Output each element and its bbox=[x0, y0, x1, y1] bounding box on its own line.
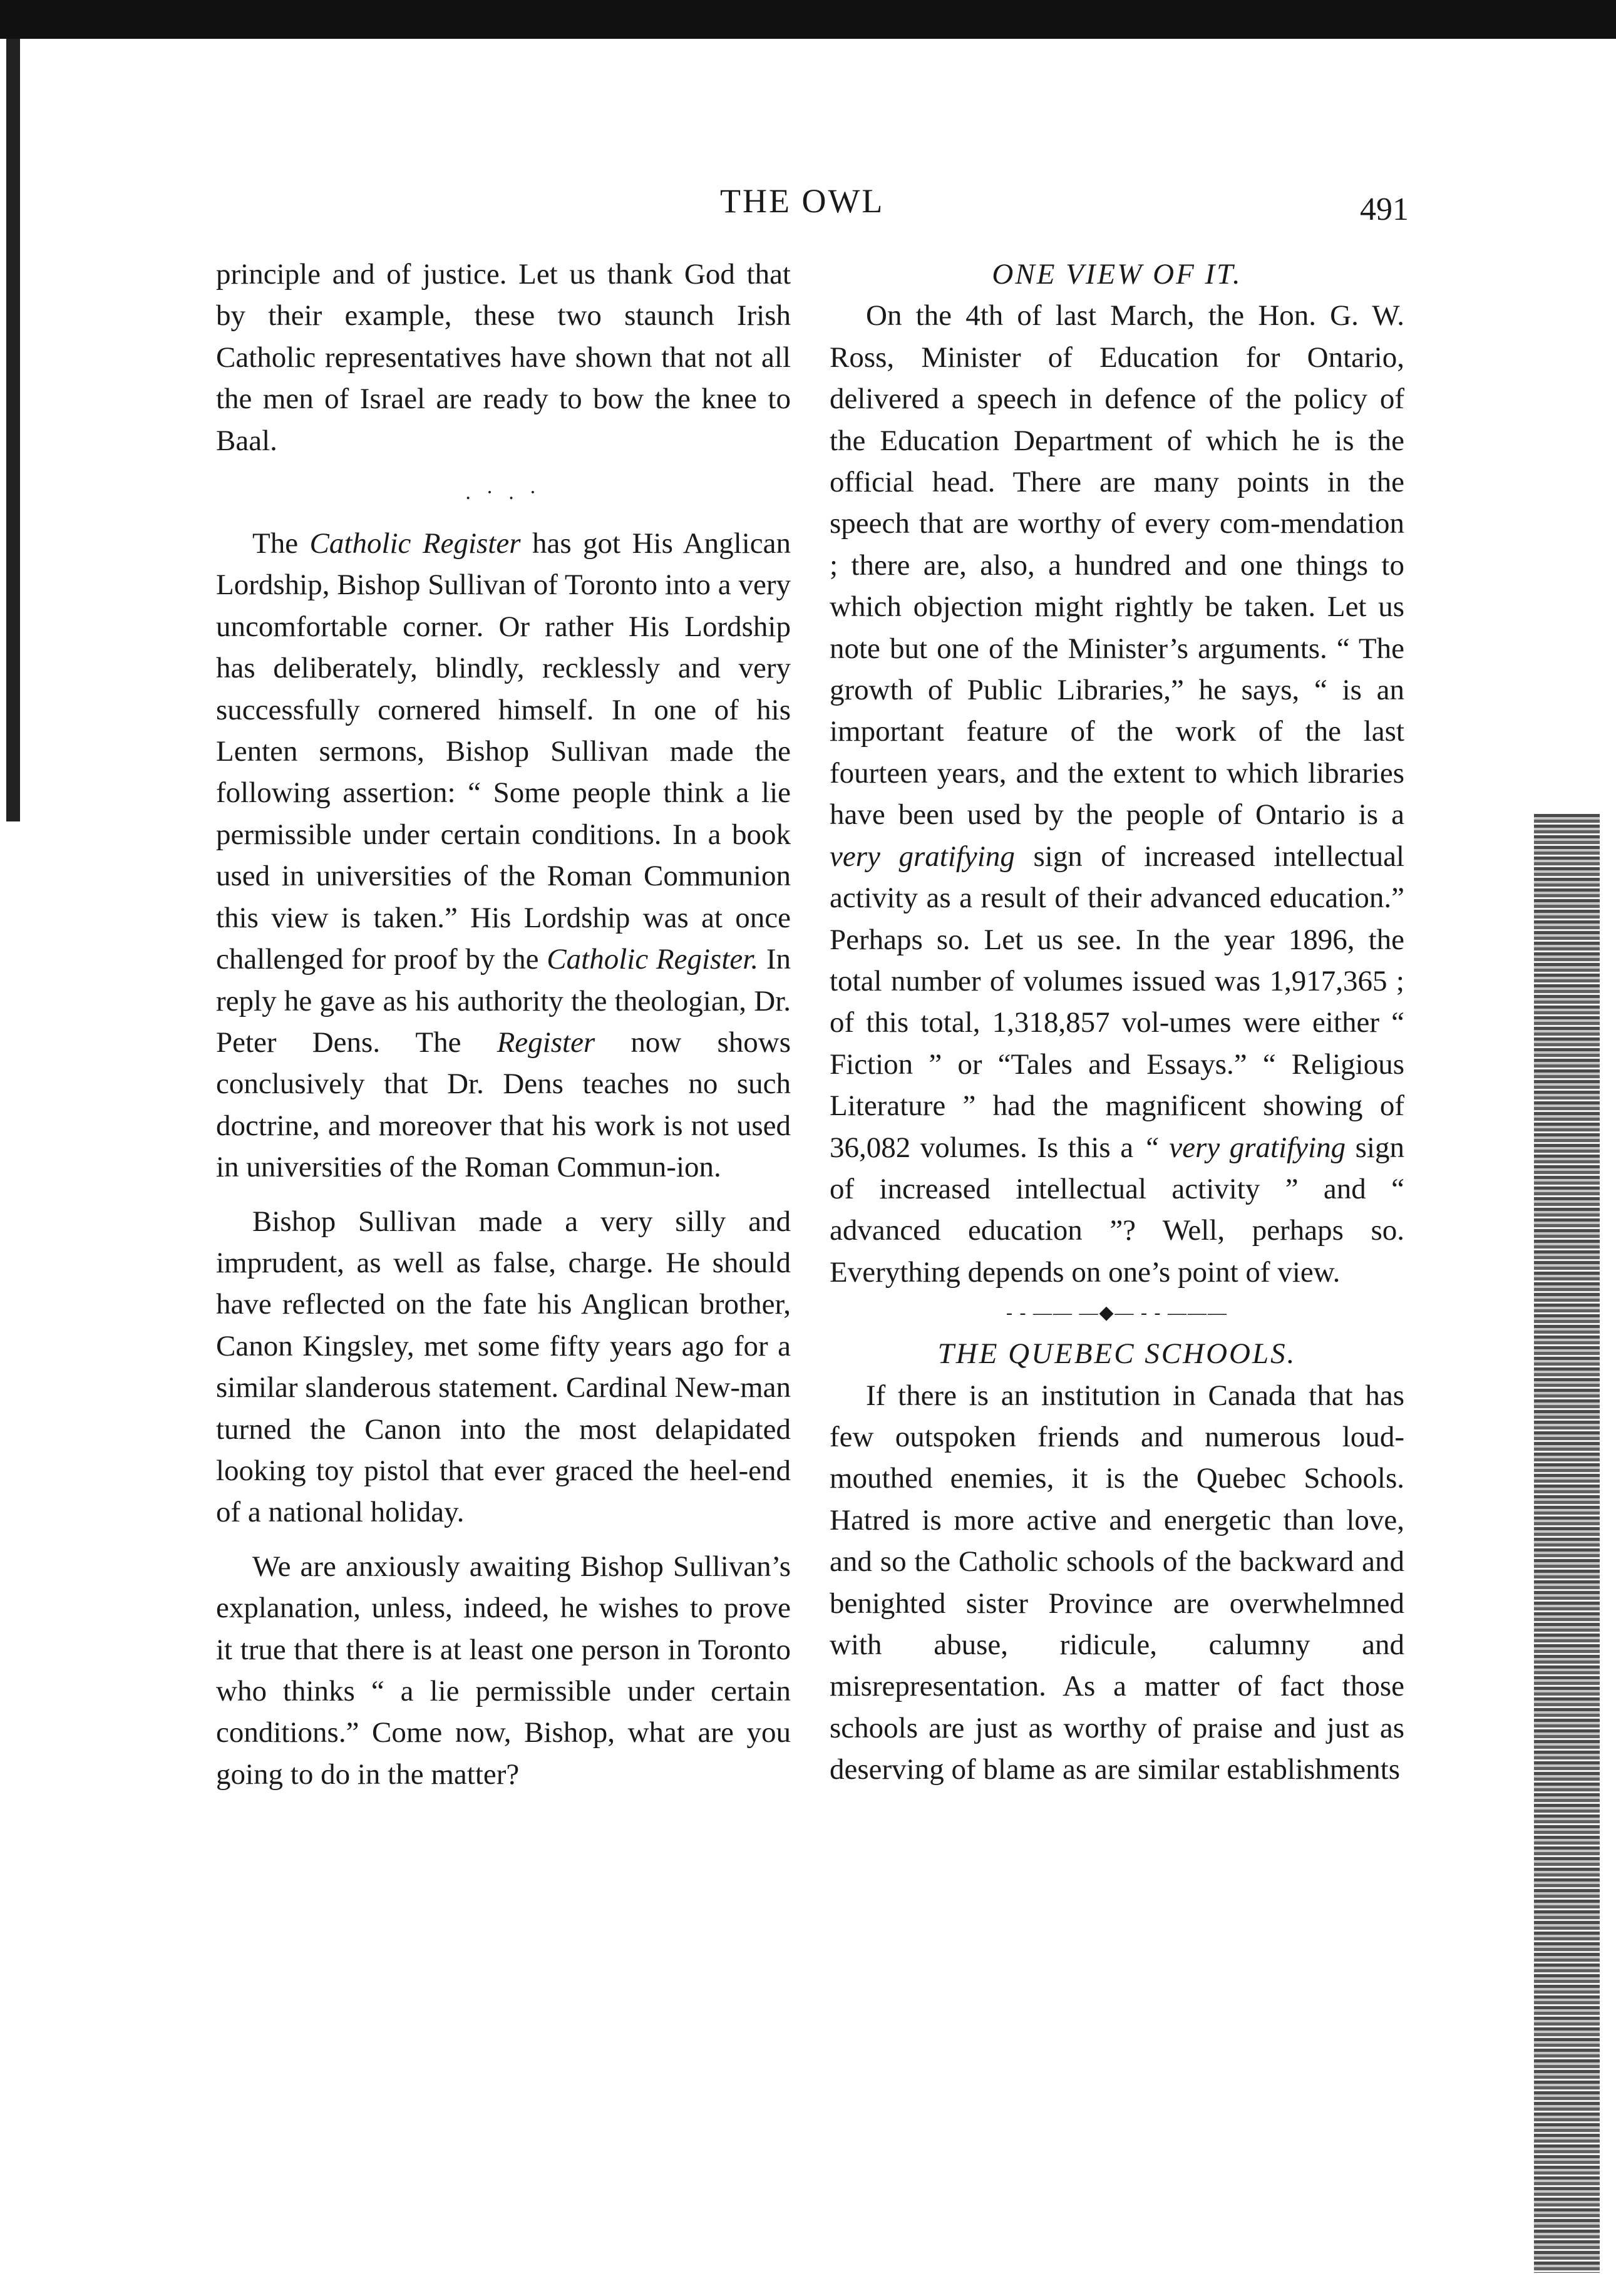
italic-title: Catholic Register bbox=[309, 527, 521, 560]
section-heading-quebec-schools: THE QUEBEC SCHOOLS. bbox=[937, 1337, 1297, 1371]
right-column bbox=[830, 254, 1404, 1791]
paragraph-bishop-sullivan: Bishop Sullivan made a very silly and imprudent, as well as false, charge. He should have reflected on the fate his Anglican brother, Canon Kingsley, met some fifty years ago for a similar slanderous statement. Cardinal New-man turned the Canon into the most delapidated looking toy pistol that ever graced the heel-end of a national holiday. bbox=[216, 1205, 791, 1529]
italic-title: Register bbox=[497, 1026, 595, 1059]
italic-phrase: very gratifying bbox=[830, 840, 1015, 873]
italic-phrase: “ very gratifying bbox=[1143, 1131, 1346, 1164]
paragraph-catholic-register: The Catholic Register has got His Anglican Lordship, Bishop Sullivan of Toronto into a very uncomfortable corner. Or rather His Lordship has deliberately, blindly, recklessly and very successfully cornered himself. In one of his Lenten sermons, Bishop Sullivan made the following assertion: “ Some people think a lie permissible under certain conditions. In a book used in universities of the Roman Communion this view is taken.” His Lordship was at once challenged for proof by the Catholic Register. In reply he gave as his authority the theologian, Dr. Peter Dens. The Register now shows conclusively that Dr. Dens teaches no such doctrine, and moreover that his work is not used in universities of the Roman Commun-ion. bbox=[216, 527, 791, 1184]
paragraph-awaiting: We are anxiously awaiting Bishop Sullivan’s explanation, unless, indeed, he wishes to prove it true that there is at least one person in Toronto who thinks “ a lie permissible under certain conditions.” Come now, Bishop, what are you going to do in the matter? bbox=[216, 1550, 791, 1791]
paragraph-continued: principle and of justice. Let us thank God that by their example, these two staunch Irish Catholic representatives have shown that not all the men of Israel are ready to bow the knee to Baal. bbox=[216, 258, 791, 457]
section-heading-one-view: ONE VIEW OF IT. bbox=[992, 258, 1242, 291]
italic-title: Catholic Register. bbox=[547, 943, 759, 976]
paragraph-one-view: On the 4th of last March, the Hon. G. W. Ross, Minister of Education for Ontario, delivered a speech in defence of the policy of the Education Department of which he is the official head. There are many points in the speech that are worthy of every com-mendation ; there are, also, a hundred and one things to which objection might rightly be taken. Let us note but one of the Minister’s arguments. “ The growth of Public Libraries,” he says, “ is an important feature of the work of the last fourteen years, and the extent to which libraries have been used by the people of Ontario is a very gratifying sign of increased intellectual activity as a result of their advanced education.” Perhaps so. Let us see. In the year 1896, the total number of volumes issued was 1,917,365 ; of this total, 1,318,857 vol-umes were either “ Fiction ” or “Tales and Essays.” “ Religious Literature ” had the magnificent showing of 36,082 volumes. Is this a “ very gratifying sign of increased intellectual activity ” and “ advanced education ”? Well, perhaps so. Everything depends on one’s point of view. bbox=[830, 299, 1404, 1289]
section-divider: - - —— —◆— - - ——— bbox=[1006, 1302, 1228, 1324]
page-edge-shadow bbox=[1534, 814, 1600, 2273]
top-border-rule bbox=[0, 0, 1616, 39]
left-border-rule bbox=[6, 39, 20, 821]
paragraph-quebec-schools: If there is an institution in Canada that has few outspoken friends and numerous loud-mouthed enemies, it is the Quebec Schools. Hatred is more active and energetic than love, and so the Catholic schools of the backward and benighted sister Province are overwhelmned with abuse, ridicule, calumny and misrepresentation. As a matter of fact those schools are just as worthy of praise and just as deserving of blame as are similar establishments bbox=[830, 1379, 1404, 1786]
left-column bbox=[216, 254, 791, 1795]
running-header: THE OWL bbox=[720, 182, 885, 220]
page-number: 491 bbox=[1360, 192, 1409, 227]
section-ornament: . · . · bbox=[465, 481, 542, 505]
